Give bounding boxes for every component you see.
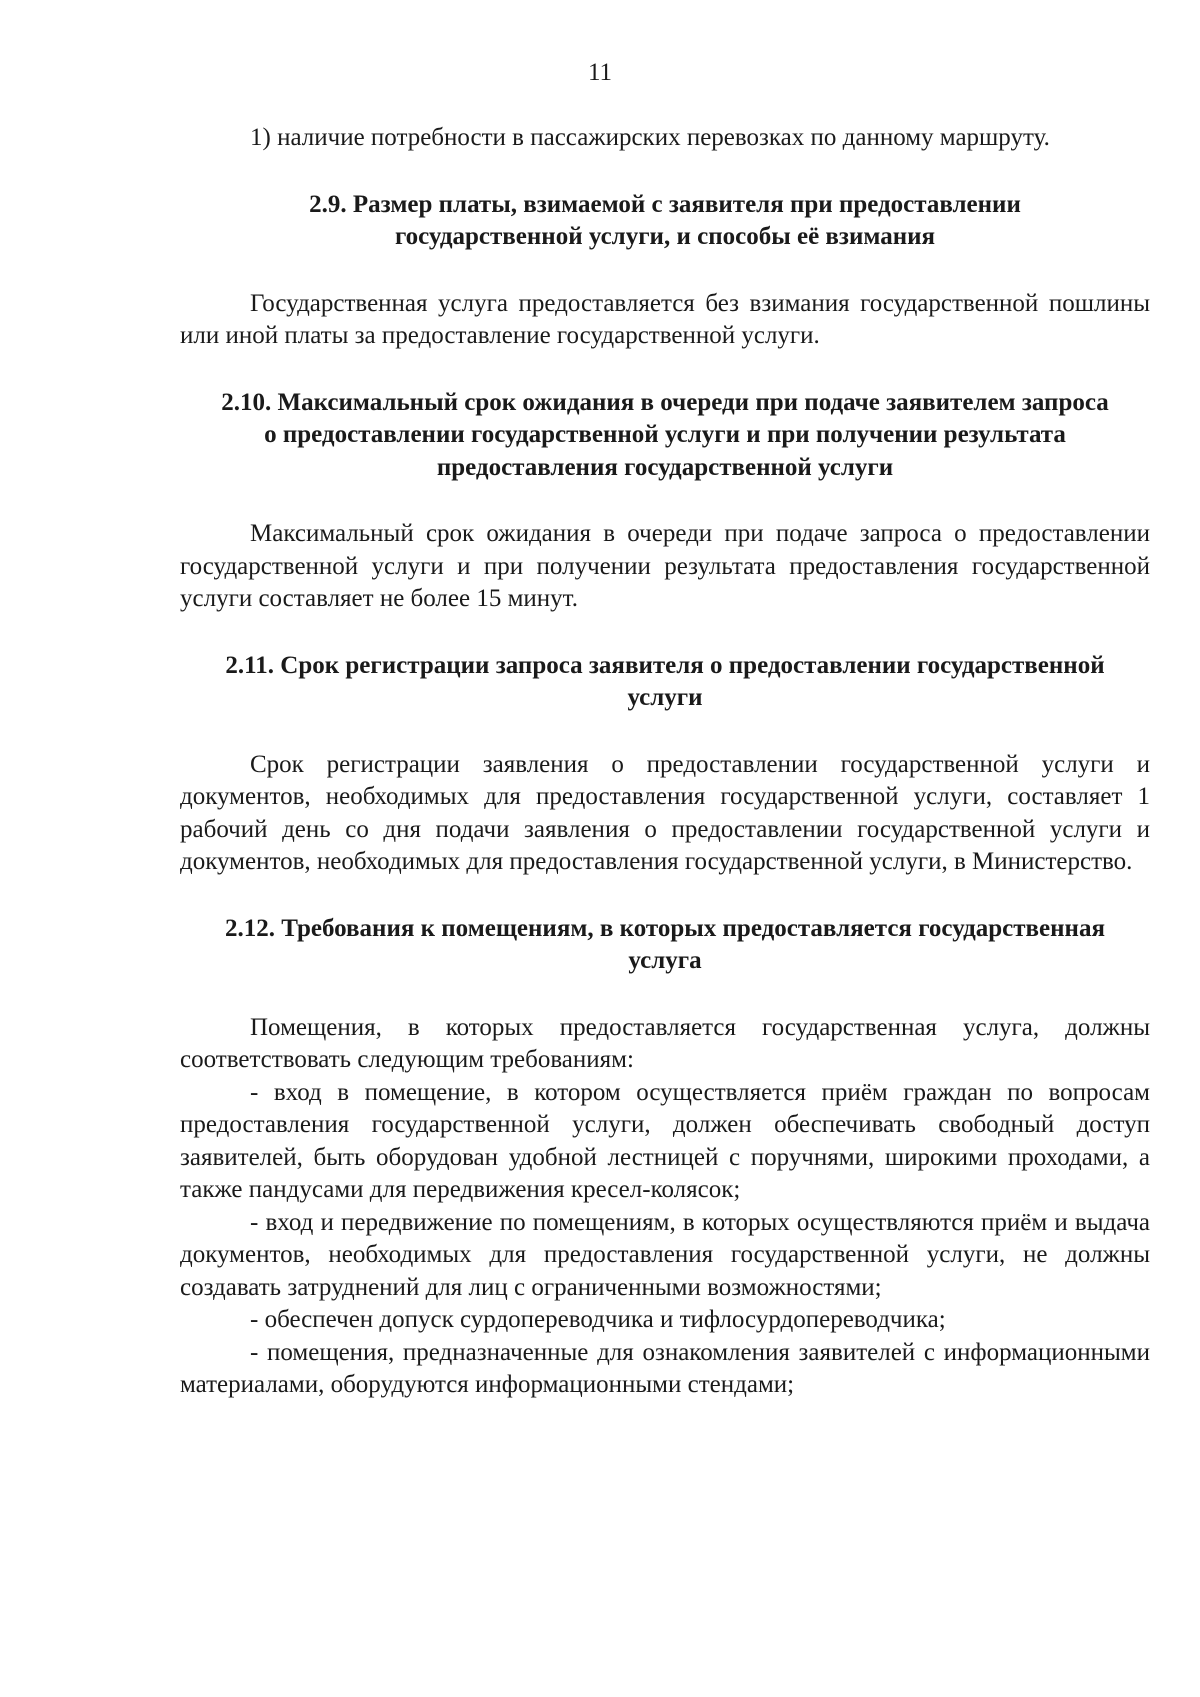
list-item: - вход в помещение, в котором осуществляется приём граждан по вопросам предоставления государственной услуги, должен обеспечивать свободный доступ заявителей, быть оборудован удобной лестницей с поручнями, широкими проходами, а также пандусами для передвижения кресел-колясок; [180, 1078, 1150, 1203]
document-body [180, 122, 1150, 1402]
list-item: - вход и передвижение по помещениям, в которых осуществляются приём и выдача документов, необходимых для предоставления государственной услуги, не должны создавать затруднений для лиц с ограниченными возможностями; [180, 1208, 1150, 1301]
section-heading-2-11: 2.11. Срок регистрации запроса заявителя о предоставлении государственной услуги [225, 651, 1105, 711]
paragraph-waiting-time: Максимальный срок ожидания в очереди при подаче запроса о предоставлении государственной услуги и при получении результата предоставления государственной услуги составляет не более 15 минут. [180, 520, 1150, 612]
paragraph-registration-term: Срок регистрации заявления о предоставлении государственной услуги и документов, необходимых для предоставления государственной услуги, составляет 1 рабочий день со дня подачи заявления о предоставлении государственной услуги и документов, необходимых для предоставления государственной услуги, в Министерство. [180, 750, 1150, 875]
section-heading-2-12: 2.12. Требования к помещениям, в которых предоставляется государственная услуга [225, 914, 1105, 974]
paragraph-need-for-transport: 1) наличие потребности в пассажирских перевозках по данному маршруту. [250, 124, 1050, 151]
paragraph-fee: Государственная услуга предоставляется без взимания государственной пошлины или иной платы за предоставление государственной услуги. [180, 289, 1150, 349]
section-heading-2-10: 2.10. Максимальный срок ожидания в очереди при подаче заявителем запроса о предоставлении государственной услуги и при получении результата предоставления государственной услуги [221, 388, 1109, 481]
page-number: 11 [587, 59, 613, 86]
paragraph-premises-requirements: Помещения, в которых предоставляется государственная услуга, должны соответствовать следующим требованиям: [180, 1013, 1150, 1073]
list-item: - обеспечен допуск сурдопереводчика и тифлосурдопереводчика; [250, 1306, 946, 1333]
section-heading-2-9: 2.9. Размер платы, взимаемой с заявителя при предоставлении государственной услуги, и способы её взимания [309, 190, 1021, 250]
list-item: - помещения, предназначенные для ознакомления заявителей с информационными материалами, оборудуются информационными стендами; [180, 1338, 1150, 1398]
